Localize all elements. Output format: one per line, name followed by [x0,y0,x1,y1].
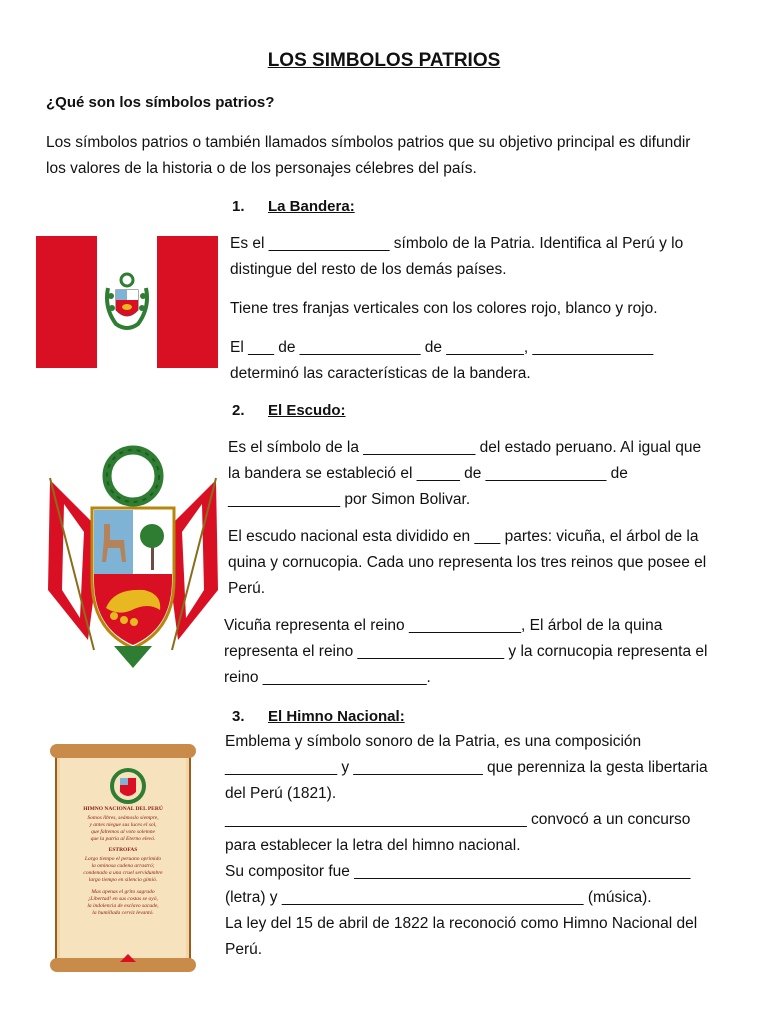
section-number: 1. [232,198,245,215]
text-line: reino ___________________. [224,669,431,686]
wreath-crown-icon [107,450,159,502]
question-heading: ¿Qué son los símbolos patrios? [46,94,275,111]
text-line: ___________________________________ convocó a un concurso [225,811,691,828]
escudo-text [224,435,708,691]
text-line: _____________ y _______________ que perenniza la gesta libertaria [225,759,708,776]
verse-line: y antes niegue sus luces el sol, [89,822,157,828]
text-line: (letra) y ___________________________________ (música). [225,889,652,906]
section-title: El Escudo: [268,402,346,419]
section-title: El Himno Nacional: [268,708,405,725]
intro-paragraph [46,130,736,182]
text-line: El escudo nacional esta dividido en ___ partes: vicuña, el árbol de la [228,528,699,545]
verse-line: Mas apenas el grito sagrado [91,889,155,895]
text-line: determinó las características de la bandera. [230,365,531,382]
page-title: LOS SIMBOLOS PATRIOS [267,50,501,71]
verse-line: que la patria al Eterno elevó. [90,836,156,842]
verse-line: ¡Libertad! en sus costas se oyó, [88,896,158,902]
peru-flag-image [36,236,218,368]
verse-line: la humillada cerviz levantó. [92,910,154,916]
intro-line: Los símbolos patrios o también llamados símbolos patrios que su objetivo principal es difundir [46,134,691,151]
section-title: La Bandera: [268,198,355,215]
shield-icon [92,508,174,648]
section-heading-bandera [232,198,355,215]
text-line: Vicuña representa el reino _____________, El árbol de la quina [224,617,663,634]
stanza-label: ESTROFAS [108,847,138,853]
section-number: 2. [232,402,245,419]
section-heading-himno [232,708,405,725]
verse-line: largo tiempo en silencio gimió. [88,877,158,883]
intro-line: los valores de la historia o de los personajes célebres del país. [46,160,477,177]
verse-line: Somos libres, seámoslo siempre, [87,815,159,821]
text-line: Es el ______________ símbolo de la Patria. Identifica al Perú y lo [230,235,684,252]
text-line: Perú. [225,941,263,958]
text-line: Perú. [228,580,266,597]
peru-coat-of-arms-image [44,440,222,680]
text-line: distingue del resto de los demás países. [230,261,507,278]
anthem-text [64,806,182,917]
text-line: para establecer la letra del himno nacional. [225,837,521,854]
text-line: _____________ por Simon Bolivar. [228,491,471,508]
verse-line: la indolencia de esclavo sacude, [87,903,159,909]
text-line: del Perú (1821). [225,785,337,802]
text-line: Su compositor fue _______________________________________ [225,863,691,880]
text-line: quina y cornucopia. Cada uno representa los tres reinos que posee el [228,554,707,571]
verse-line: que faltemos al voto solemne [91,829,155,835]
verse-line: Largo tiempo el peruano oprimido [84,856,162,862]
verse-line: la ominosa cadena arrastró; [91,863,155,869]
text-line: Es el símbolo de la _____________ del estado peruano. Al igual que [228,439,702,456]
text-line: El ___ de ______________ de _________, ______________ [230,339,654,356]
himno-text [225,729,708,963]
text-line: representa el reino _________________ y la cornucopia representa el [224,643,708,660]
text-line: la bandera se estableció el _____ de ______________ de [228,465,628,482]
text-line: Emblema y símbolo sonoro de la Patria, es una composición [225,733,642,750]
section-heading-escudo [232,402,346,419]
anthem-title: HIMNO NACIONAL DEL PERÚ [83,806,163,812]
text-line: Tiene tres franjas verticales con los colores rojo, blanco y rojo. [230,300,658,317]
anthem-scroll-image [50,742,196,974]
bandera-text [230,231,683,387]
section-number: 3. [232,708,245,725]
verse-line: condenado a una cruel servidumbre [83,870,163,876]
text-line: La ley del 15 de abril de 1822 la reconoció como Himno Nacional del [225,915,698,932]
